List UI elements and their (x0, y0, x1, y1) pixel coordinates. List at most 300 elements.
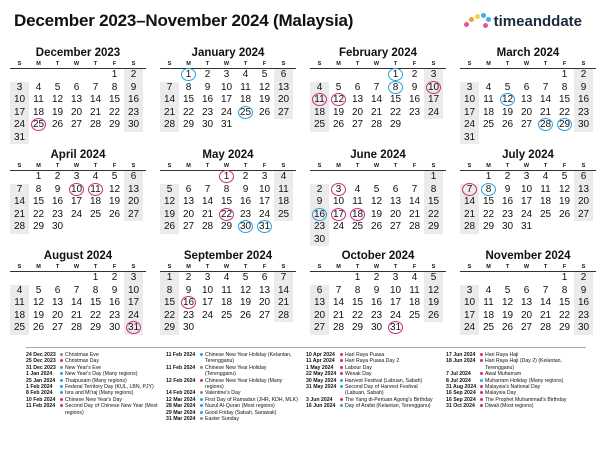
day-cell[interactable]: 13 (51, 297, 64, 308)
day-cell[interactable]: 3 (204, 272, 211, 283)
day-cell[interactable]: 3 (460, 285, 479, 298)
day-cell[interactable]: 26 (160, 221, 179, 234)
day-cell[interactable]: 9 (124, 82, 143, 95)
day-cell[interactable]: 9 (54, 183, 61, 195)
day-cell[interactable]: 3 (223, 69, 230, 80)
day-cell[interactable]: 17 (520, 196, 533, 207)
day-cell[interactable]: 29 (555, 119, 574, 132)
day-cell[interactable]: 8 (223, 183, 230, 195)
day-cell[interactable]: 26 (51, 119, 64, 130)
day-cell[interactable]: 16 (108, 297, 121, 308)
day-cell[interactable]: 25 (539, 208, 552, 220)
day-cell[interactable]: 26 (108, 208, 121, 220)
day-cell[interactable]: 10 (67, 184, 86, 197)
day-cell[interactable]: 3 (424, 69, 443, 82)
day-cell[interactable]: 7 (335, 284, 342, 296)
day-cell[interactable]: 5 (504, 81, 511, 93)
day-cell[interactable]: 20 (520, 106, 533, 118)
day-cell[interactable]: 28 (89, 119, 102, 130)
day-cell[interactable]: 20 (310, 310, 329, 323)
day-cell[interactable]: 12 (32, 297, 45, 308)
day-cell[interactable]: 7 (460, 184, 479, 197)
day-cell[interactable]: 22 (32, 208, 45, 220)
day-cell[interactable]: 13 (258, 284, 271, 296)
day-cell[interactable]: 3 (10, 82, 29, 95)
day-cell[interactable]: 14 (539, 94, 552, 105)
day-cell[interactable]: 30 (236, 221, 255, 234)
day-cell[interactable]: 4 (485, 284, 492, 296)
day-cell[interactable]: 23 (51, 208, 64, 220)
day-cell[interactable]: 7 (411, 183, 418, 195)
day-cell[interactable]: 21 (460, 209, 479, 222)
day-cell[interactable]: 29 (108, 119, 121, 130)
day-cell[interactable]: 19 (108, 196, 121, 207)
day-cell[interactable]: 23 (574, 310, 593, 323)
day-cell[interactable]: 31 (220, 119, 233, 130)
day-cell[interactable]: 19 (239, 297, 252, 308)
day-cell[interactable]: 14 (10, 196, 29, 209)
day-cell[interactable]: 14 (539, 297, 552, 308)
day-cell[interactable]: 20 (389, 208, 402, 220)
day-cell[interactable]: 18 (10, 310, 29, 323)
day-cell[interactable]: 12 (501, 297, 514, 308)
day-cell[interactable]: 10 (332, 196, 345, 207)
day-cell[interactable]: 2 (111, 272, 118, 283)
day-cell[interactable]: 26 (424, 310, 443, 323)
day-cell[interactable]: 26 (258, 106, 271, 118)
day-cell[interactable]: 30 (574, 322, 593, 335)
day-cell[interactable]: 8 (111, 81, 118, 93)
day-cell[interactable]: 19 (370, 208, 383, 220)
day-cell[interactable]: 30 (108, 322, 121, 333)
day-cell[interactable]: 25 (482, 119, 495, 130)
day-cell[interactable]: 25 (29, 119, 48, 132)
day-cell[interactable]: 15 (558, 94, 571, 105)
day-cell[interactable]: 7 (274, 272, 293, 285)
day-cell[interactable]: 12 (424, 285, 443, 298)
day-cell[interactable]: 5 (561, 171, 568, 182)
day-cell[interactable]: 18 (539, 196, 552, 207)
day-cell[interactable]: 5 (160, 184, 179, 197)
day-cell[interactable]: 18 (348, 209, 367, 222)
day-cell[interactable]: 4 (485, 81, 492, 93)
day-cell[interactable]: 28 (460, 221, 479, 234)
day-cell[interactable]: 27 (274, 107, 293, 120)
day-cell[interactable]: 24 (424, 107, 443, 120)
day-cell[interactable]: 7 (10, 184, 29, 197)
day-cell[interactable]: 28 (539, 322, 552, 333)
day-cell[interactable]: 20 (351, 106, 364, 118)
day-cell[interactable]: 23 (408, 106, 421, 118)
day-cell[interactable]: 15 (389, 94, 402, 105)
day-cell[interactable]: 21 (10, 209, 29, 222)
day-cell[interactable]: 29 (220, 221, 233, 232)
day-cell[interactable]: 12 (51, 94, 64, 105)
day-cell[interactable]: 27 (70, 119, 83, 130)
day-cell[interactable]: 6 (124, 171, 143, 184)
day-cell[interactable]: 12 (370, 196, 383, 207)
day-cell[interactable]: 18 (239, 94, 252, 105)
day-cell[interactable]: 6 (310, 285, 329, 298)
day-cell[interactable]: 12 (108, 183, 121, 195)
day-cell[interactable]: 19 (332, 106, 345, 118)
day-cell[interactable]: 20 (258, 297, 271, 308)
day-cell[interactable]: 25 (236, 107, 255, 120)
day-cell[interactable]: 4 (223, 272, 230, 283)
day-cell[interactable]: 28 (274, 310, 293, 323)
day-cell[interactable]: 19 (424, 297, 443, 310)
day-cell[interactable]: 23 (239, 208, 252, 220)
day-cell[interactable]: 16 (51, 196, 64, 207)
day-cell[interactable]: 30 (574, 119, 593, 132)
day-cell[interactable]: 1 (160, 272, 179, 285)
day-cell[interactable]: 3 (124, 272, 143, 285)
day-cell[interactable]: 3 (523, 171, 530, 182)
day-cell[interactable]: 20 (51, 309, 64, 321)
day-cell[interactable]: 8 (561, 81, 568, 93)
day-cell[interactable]: 22 (160, 310, 179, 323)
day-cell[interactable]: 23 (574, 107, 593, 120)
day-cell[interactable]: 5 (54, 81, 61, 93)
day-cell[interactable]: 15 (89, 297, 102, 308)
day-cell[interactable]: 13 (70, 94, 83, 105)
day-cell[interactable]: 29 (558, 322, 571, 333)
day-cell[interactable]: 3 (73, 171, 80, 182)
day-cell[interactable]: 20 (70, 106, 83, 118)
day-cell[interactable]: 24 (70, 208, 83, 220)
day-cell[interactable]: 14 (70, 297, 83, 308)
day-cell[interactable]: 16 (574, 297, 593, 310)
day-cell[interactable]: 25 (351, 221, 364, 232)
day-cell[interactable]: 20 (182, 208, 195, 220)
day-cell[interactable]: 23 (310, 221, 329, 234)
day-cell[interactable]: 29 (160, 322, 179, 335)
day-cell[interactable]: 25 (274, 209, 293, 222)
day-cell[interactable]: 11 (274, 184, 293, 197)
day-cell[interactable]: 30 (51, 221, 64, 232)
day-cell[interactable]: 9 (373, 284, 380, 296)
day-cell[interactable]: 1 (561, 272, 568, 283)
day-cell[interactable]: 13 (351, 94, 364, 105)
day-cell[interactable]: 5 (504, 284, 511, 296)
day-cell[interactable]: 20 (574, 196, 593, 209)
day-cell[interactable]: 15 (182, 94, 195, 105)
day-cell[interactable]: 2 (411, 69, 418, 80)
day-cell[interactable]: 14 (460, 196, 479, 209)
day-cell[interactable]: 16 (179, 297, 198, 310)
day-cell[interactable]: 19 (558, 196, 571, 207)
day-cell[interactable]: 28 (10, 221, 29, 234)
day-cell[interactable]: 8 (354, 284, 361, 296)
day-cell[interactable]: 22 (424, 209, 443, 222)
day-cell[interactable]: 21 (408, 208, 421, 220)
day-cell[interactable]: 27 (351, 119, 364, 130)
day-cell[interactable]: 27 (124, 209, 143, 222)
day-cell[interactable]: 14 (370, 94, 383, 105)
day-cell[interactable]: 16 (310, 209, 329, 222)
day-cell[interactable]: 8 (92, 284, 99, 296)
day-cell[interactable]: 15 (351, 297, 364, 308)
day-cell[interactable]: 15 (220, 196, 233, 207)
day-cell[interactable]: 18 (408, 297, 421, 308)
day-cell[interactable]: 14 (89, 94, 102, 105)
day-cell[interactable]: 13 (520, 297, 533, 308)
day-cell[interactable]: 23 (201, 106, 214, 118)
day-cell[interactable]: 24 (201, 309, 214, 321)
day-cell[interactable]: 31 (460, 132, 479, 145)
day-cell[interactable]: 10 (389, 284, 402, 296)
day-cell[interactable]: 22 (351, 309, 364, 321)
day-cell[interactable]: 10 (460, 94, 479, 107)
day-cell[interactable]: 31 (255, 221, 274, 234)
day-cell[interactable]: 1 (35, 171, 42, 182)
day-cell[interactable]: 26 (370, 221, 383, 232)
day-cell[interactable]: 11 (10, 297, 29, 310)
day-cell[interactable]: 12 (558, 183, 571, 195)
day-cell[interactable]: 22 (389, 106, 402, 118)
day-cell[interactable]: 1 (424, 171, 443, 184)
day-cell[interactable]: 1 (217, 171, 236, 184)
day-cell[interactable]: 5 (35, 284, 42, 296)
day-cell[interactable]: 28 (201, 221, 214, 232)
day-cell[interactable]: 2 (242, 171, 249, 182)
day-cell[interactable]: 9 (111, 284, 118, 296)
day-cell[interactable]: 22 (558, 309, 571, 321)
day-cell[interactable]: 19 (51, 106, 64, 118)
day-cell[interactable]: 28 (370, 119, 383, 130)
day-cell[interactable]: 8 (561, 284, 568, 296)
day-cell[interactable]: 9 (574, 82, 593, 95)
day-cell[interactable]: 14 (332, 297, 345, 308)
day-cell[interactable]: 2 (574, 272, 593, 285)
day-cell[interactable]: 18 (274, 196, 293, 209)
day-cell[interactable]: 5 (335, 81, 342, 93)
day-cell[interactable]: 1 (92, 272, 99, 283)
day-cell[interactable]: 22 (89, 309, 102, 321)
day-cell[interactable]: 11 (483, 297, 494, 308)
day-cell[interactable]: 23 (370, 309, 383, 321)
day-cell[interactable]: 8 (479, 184, 498, 197)
day-cell[interactable]: 25 (10, 322, 29, 335)
day-cell[interactable]: 6 (574, 171, 593, 184)
day-cell[interactable]: 10 (520, 183, 533, 195)
day-cell[interactable]: 24 (258, 208, 271, 220)
day-cell[interactable]: 11 (221, 284, 232, 296)
day-cell[interactable]: 16 (124, 94, 143, 107)
day-cell[interactable]: 6 (274, 69, 293, 82)
timeanddate-logo[interactable] (464, 11, 582, 31)
day-cell[interactable]: 18 (220, 297, 233, 308)
day-cell[interactable]: 25 (408, 309, 421, 321)
day-cell[interactable]: 4 (542, 171, 549, 182)
day-cell[interactable]: 21 (70, 309, 83, 321)
day-cell[interactable]: 10 (424, 82, 443, 95)
day-cell[interactable]: 13 (389, 196, 402, 207)
day-cell[interactable]: 26 (32, 322, 45, 333)
day-cell[interactable]: 12 (160, 196, 179, 209)
day-cell[interactable]: 28 (332, 322, 345, 333)
day-cell[interactable]: 7 (542, 284, 549, 296)
day-cell[interactable]: 27 (258, 309, 271, 321)
day-cell[interactable]: 2 (504, 171, 511, 182)
day-cell[interactable]: 19 (501, 309, 514, 321)
day-cell[interactable]: 19 (32, 309, 45, 321)
day-cell[interactable]: 28 (70, 322, 83, 333)
day-cell[interactable]: 21 (89, 106, 102, 118)
day-cell[interactable]: 11 (409, 284, 420, 296)
day-cell[interactable]: 13 (310, 297, 329, 310)
day-cell[interactable]: 6 (354, 81, 361, 93)
day-cell[interactable]: 21 (539, 309, 552, 321)
day-cell[interactable]: 27 (182, 221, 195, 232)
day-cell[interactable]: 9 (574, 285, 593, 298)
day-cell[interactable]: 24 (460, 322, 479, 335)
day-cell[interactable]: 24 (124, 310, 143, 323)
day-cell[interactable]: 1 (386, 69, 405, 82)
day-cell[interactable]: 1 (179, 69, 198, 82)
day-cell[interactable]: 26 (501, 119, 514, 130)
day-cell[interactable]: 17 (424, 94, 443, 107)
day-cell[interactable]: 23 (182, 309, 195, 321)
day-cell[interactable]: 6 (523, 81, 530, 93)
day-cell[interactable]: 4 (242, 69, 249, 80)
day-cell[interactable]: 10 (10, 94, 29, 107)
day-cell[interactable]: 9 (204, 81, 211, 93)
day-cell[interactable]: 30 (124, 119, 143, 132)
day-cell[interactable]: 2 (310, 184, 329, 197)
day-cell[interactable]: 21 (539, 106, 552, 118)
day-cell[interactable]: 28 (408, 221, 421, 232)
day-cell[interactable]: 28 (536, 119, 555, 132)
day-cell[interactable]: 2 (185, 272, 192, 283)
day-cell[interactable]: 31 (124, 322, 143, 335)
day-cell[interactable]: 16 (408, 94, 421, 105)
day-cell[interactable]: 11 (86, 184, 105, 197)
day-cell[interactable]: 15 (482, 196, 495, 207)
day-cell[interactable]: 12 (258, 81, 271, 93)
day-cell[interactable]: 24 (332, 221, 345, 232)
day-cell[interactable]: 23 (501, 208, 514, 220)
day-cell[interactable]: 10 (124, 285, 143, 298)
day-cell[interactable]: 27 (51, 322, 64, 333)
day-cell[interactable]: 8 (185, 81, 192, 93)
day-cell[interactable]: 15 (160, 297, 179, 310)
day-cell[interactable]: 19 (258, 94, 271, 105)
day-cell[interactable]: 18 (32, 106, 45, 118)
day-cell[interactable]: 4 (354, 183, 361, 195)
day-cell[interactable]: 19 (160, 209, 179, 222)
day-cell[interactable]: 27 (520, 322, 533, 333)
day-cell[interactable]: 16 (370, 297, 383, 308)
day-cell[interactable]: 21 (274, 297, 293, 310)
day-cell[interactable]: 29 (389, 119, 402, 130)
day-cell[interactable]: 14 (274, 285, 293, 298)
day-cell[interactable]: 31 (10, 132, 29, 145)
day-cell[interactable]: 17 (201, 297, 214, 308)
day-cell[interactable]: 7 (204, 183, 211, 195)
day-cell[interactable]: 9 (185, 284, 192, 296)
day-cell[interactable]: 17 (124, 297, 143, 310)
day-cell[interactable]: 18 (482, 309, 495, 321)
day-cell[interactable]: 22 (482, 208, 495, 220)
day-cell[interactable]: 13 (520, 94, 533, 105)
day-cell[interactable]: 27 (310, 322, 329, 335)
day-cell[interactable]: 20 (124, 196, 143, 209)
day-cell[interactable]: 7 (92, 81, 99, 93)
day-cell[interactable]: 2 (574, 69, 593, 82)
day-cell[interactable]: 8 (424, 184, 443, 197)
day-cell[interactable]: 4 (274, 171, 293, 184)
day-cell[interactable]: 26 (558, 208, 571, 220)
day-cell[interactable]: 6 (54, 284, 61, 296)
day-cell[interactable]: 24 (460, 119, 479, 132)
day-cell[interactable]: 6 (73, 81, 80, 93)
day-cell[interactable]: 29 (424, 221, 443, 234)
day-cell[interactable]: 13 (274, 82, 293, 95)
day-cell[interactable]: 16 (574, 94, 593, 107)
day-cell[interactable]: 30 (310, 234, 329, 247)
day-cell[interactable]: 4 (411, 272, 418, 283)
day-cell[interactable]: 17 (10, 107, 29, 120)
day-cell[interactable]: 4 (92, 171, 99, 182)
day-cell[interactable]: 4 (310, 82, 329, 95)
day-cell[interactable]: 4 (35, 81, 42, 93)
day-cell[interactable]: 15 (108, 94, 121, 105)
day-cell[interactable]: 29 (89, 322, 102, 333)
day-cell[interactable]: 2 (373, 272, 380, 283)
day-cell[interactable]: 22 (217, 209, 236, 222)
day-cell[interactable]: 25 (89, 208, 102, 220)
day-cell[interactable]: 29 (182, 119, 195, 130)
day-cell[interactable]: 16 (239, 196, 252, 207)
day-cell[interactable]: 23 (124, 107, 143, 120)
day-cell[interactable]: 7 (73, 284, 80, 296)
day-cell[interactable]: 31 (520, 221, 533, 232)
day-cell[interactable]: 9 (310, 196, 329, 209)
day-cell[interactable]: 11 (240, 81, 251, 93)
day-cell[interactable]: 17 (389, 297, 402, 308)
day-cell[interactable]: 27 (520, 119, 533, 130)
day-cell[interactable]: 5 (242, 272, 249, 283)
day-cell[interactable]: 13 (574, 184, 593, 197)
day-cell[interactable]: 4 (10, 285, 29, 298)
day-cell[interactable]: 8 (160, 285, 179, 298)
day-cell[interactable]: 10 (201, 284, 214, 296)
day-cell[interactable]: 6 (523, 284, 530, 296)
day-cell[interactable]: 7 (373, 81, 380, 93)
day-cell[interactable]: 15 (424, 196, 443, 209)
day-cell[interactable]: 11 (33, 94, 44, 105)
day-cell[interactable]: 14 (408, 196, 421, 207)
day-cell[interactable]: 23 (108, 309, 121, 321)
day-cell[interactable]: 21 (160, 107, 179, 120)
day-cell[interactable]: 21 (370, 106, 383, 118)
day-cell[interactable]: 9 (411, 81, 418, 93)
day-cell[interactable]: 10 (258, 183, 271, 195)
day-cell[interactable]: 11 (352, 196, 363, 207)
day-cell[interactable]: 25 (482, 322, 495, 333)
day-cell[interactable]: 18 (89, 196, 102, 207)
day-cell[interactable]: 9 (242, 183, 249, 195)
day-cell[interactable]: 1 (354, 272, 361, 283)
day-cell[interactable]: 13 (124, 184, 143, 197)
day-cell[interactable]: 28 (160, 119, 179, 132)
day-cell[interactable]: 5 (261, 69, 268, 80)
day-cell[interactable]: 15 (558, 297, 571, 308)
day-cell[interactable]: 21 (201, 208, 214, 220)
day-cell[interactable]: 21 (332, 309, 345, 321)
day-cell[interactable]: 29 (351, 322, 364, 333)
